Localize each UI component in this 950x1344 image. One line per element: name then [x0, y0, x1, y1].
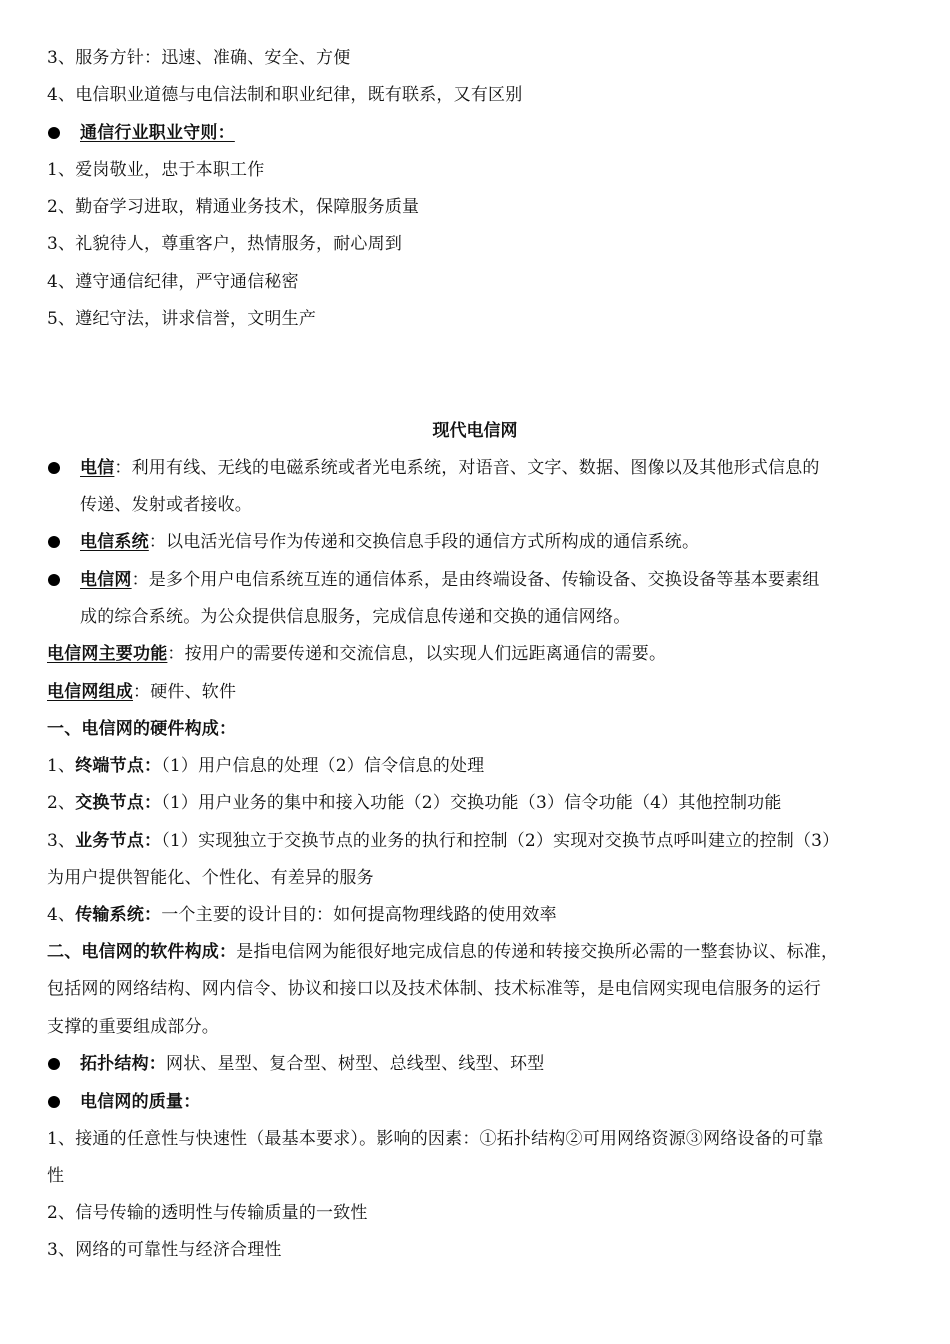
- definition-term: 电信网: [80, 570, 132, 590]
- bullet-icon: [48, 1096, 60, 1108]
- bullet-icon: [48, 536, 60, 548]
- item-text: （1）实现独立于交换节点的业务的执行和控制（2）实现对交换节点呼叫建立的控制（3）: [161, 831, 840, 851]
- conduct-item-5: 5、遵纪守法，讲求信誉，文明生产: [47, 309, 317, 329]
- quality-item-1-cont: 性: [47, 1166, 65, 1186]
- conduct-item-4: 4、遵守通信纪律，严守通信秘密: [47, 272, 299, 292]
- quality-item-1: 1、接通的任意性与快速性（最基本要求）。影响的因素：①拓扑结构②可用网络资源③网络设备的可靠: [47, 1129, 824, 1149]
- definition-telecom-network-cont: 成的综合系统。为公众提供信息服务，完成信息传递和交换的通信网络。: [80, 607, 631, 627]
- hardware-item-2: [47, 791, 782, 815]
- definition-telecom-network: [80, 568, 820, 592]
- item-number: 4、: [47, 905, 76, 925]
- composition-text: ：硬件、软件: [133, 682, 237, 702]
- item-number: 1、: [47, 756, 76, 776]
- conduct-item-3: 3、礼貌待人，尊重客户，热情服务，耐心周到: [47, 234, 403, 254]
- definition-text: ：是多个用户电信系统互连的通信体系，是由终端设备、传输设备、交换设备等基本要素组: [131, 570, 820, 590]
- network-function-line: [47, 642, 666, 666]
- software-heading: 二、电信网的软件构成：: [47, 942, 237, 962]
- item-term: 终端节点：: [75, 756, 162, 776]
- conduct-item-1: 1、爱岗敬业，忠于本职工作: [47, 160, 265, 180]
- network-composition-line: [47, 680, 236, 704]
- conduct-item-2: 2、勤奋学习进取，精通业务技术，保障服务质量: [47, 197, 420, 217]
- software-text: 是指电信网为能很好地完成信息的传递和转接交换所必需的一整套协议、标准，: [236, 942, 839, 962]
- function-term: 电信网主要功能: [47, 644, 168, 664]
- ethics-line: 4、电信职业道德与电信法制和职业纪律，既有联系，又有区别: [47, 85, 523, 105]
- quality-item-2: 2、信号传输的透明性与传输质量的一致性: [47, 1203, 368, 1223]
- function-text: ：按用户的需要传递和交流信息，以实现人们远距离通信的需要。: [167, 644, 667, 664]
- topology-line: [80, 1052, 544, 1076]
- software-line-1: [47, 940, 838, 964]
- definition-telecom: [80, 456, 820, 480]
- quality-item-3: 3、网络的可靠性与经济合理性: [47, 1240, 282, 1260]
- hardware-item-4: [47, 903, 557, 927]
- bullet-icon: [48, 1058, 60, 1070]
- item-term: 业务节点：: [75, 831, 162, 851]
- definition-term: 电信系统: [80, 532, 149, 552]
- item-number: 3、: [47, 831, 76, 851]
- software-line-3: 支撑的重要组成部分。: [47, 1017, 219, 1037]
- bullet-icon: [48, 127, 60, 139]
- hardware-item-3-cont: 为用户提供智能化、个性化、有差异的服务: [47, 868, 374, 888]
- item-term: 传输系统：: [75, 905, 162, 925]
- composition-term: 电信网组成: [47, 682, 133, 702]
- hardware-item-1: [47, 754, 484, 778]
- definition-text: ：利用有线、无线的电磁系统或者光电系统，对语音、文字、数据、图像以及其他形式信息的: [114, 458, 820, 478]
- definition-term: 电信: [80, 458, 115, 478]
- bullet-icon: [48, 462, 60, 474]
- hardware-item-3: [47, 829, 839, 853]
- topology-text: 网状、星型、复合型、树型、总线型、线型、环型: [166, 1054, 545, 1074]
- item-text: （1）用户信息的处理（2）信令信息的处理: [161, 756, 485, 776]
- definition-telecom-cont: 传递、发射或者接收。: [80, 495, 252, 515]
- bullet-icon: [48, 574, 60, 586]
- definition-telecom-system: [80, 530, 699, 554]
- service-policy-line: 3、服务方针：迅速、准确、安全、方便: [47, 48, 351, 68]
- hardware-heading: 一、电信网的硬件构成：: [47, 719, 237, 739]
- item-term: 交换节点：: [75, 793, 162, 813]
- code-of-conduct-heading: 通信行业职业守则：: [80, 123, 235, 143]
- topology-term: 拓扑结构：: [80, 1054, 166, 1074]
- software-line-2: 包括网的网络结构、网内信令、协议和接口以及技术体制、技术标准等，是电信网实现电信服务的运行: [47, 979, 821, 999]
- definition-text: ：以电活光信号作为传递和交换信息手段的通信方式所构成的通信系统。: [148, 532, 700, 552]
- section-title: 现代电信网: [432, 421, 518, 441]
- item-number: 2、: [47, 793, 76, 813]
- quality-heading: 电信网的质量：: [80, 1092, 201, 1112]
- item-text: 一个主要的设计目的：如何提高物理线路的使用效率: [161, 905, 557, 925]
- item-text: （1）用户业务的集中和接入功能（2）交换功能（3）信令功能（4）其他控制功能: [161, 793, 782, 813]
